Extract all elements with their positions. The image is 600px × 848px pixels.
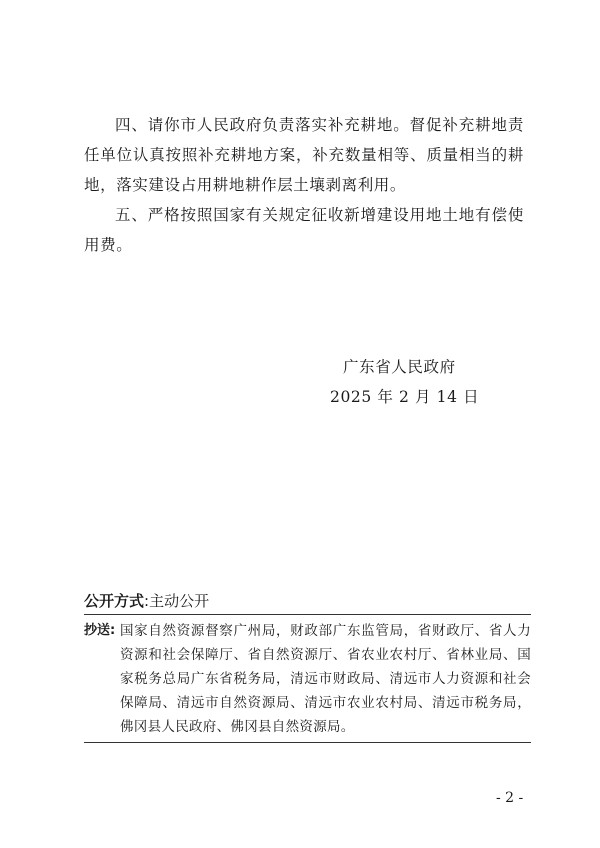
issue-date: 2025 年 2 月 14 日 xyxy=(330,388,480,406)
cc-label: 抄送: xyxy=(84,623,116,638)
disclosure-separator: : xyxy=(144,592,150,610)
body-paragraph-4: 四、请你市人民政府负责落实补充耕地。督促补充耕地责任单位认真按照补充耕地方案，补充数量相等、质量相当的耕地，落实建设占用耕地耕作层土壤剥离利用。 xyxy=(84,116,524,194)
divider-bottom xyxy=(84,742,531,743)
disclosure-label: 公开方式 xyxy=(84,592,145,610)
body-paragraph-5: 五、严格按照国家有关规定征收新增建设用地土地有偿使用费。 xyxy=(84,206,524,254)
disclosure-value: 主动公开 xyxy=(149,592,210,610)
page-number: - 2 - xyxy=(496,790,524,806)
issuing-organization: 广东省人民政府 xyxy=(343,358,456,376)
cc-recipients: 国家自然资源督察广州局，财政部广东监管局，省财政厅、省人力资源和社会保障厅、省自然资源厅、省农业农村厅、省林业局、国家税务总局广东省税务局，清远市财政局、清远市人力资源和社会保障局、清远市自然资源局、清远市农业农村局、清远市税务局，佛冈县人民政府、佛冈县自然资源局。 xyxy=(120,623,531,735)
divider-top xyxy=(84,614,531,615)
cc-block xyxy=(84,619,531,739)
disclosure-method xyxy=(84,590,209,612)
